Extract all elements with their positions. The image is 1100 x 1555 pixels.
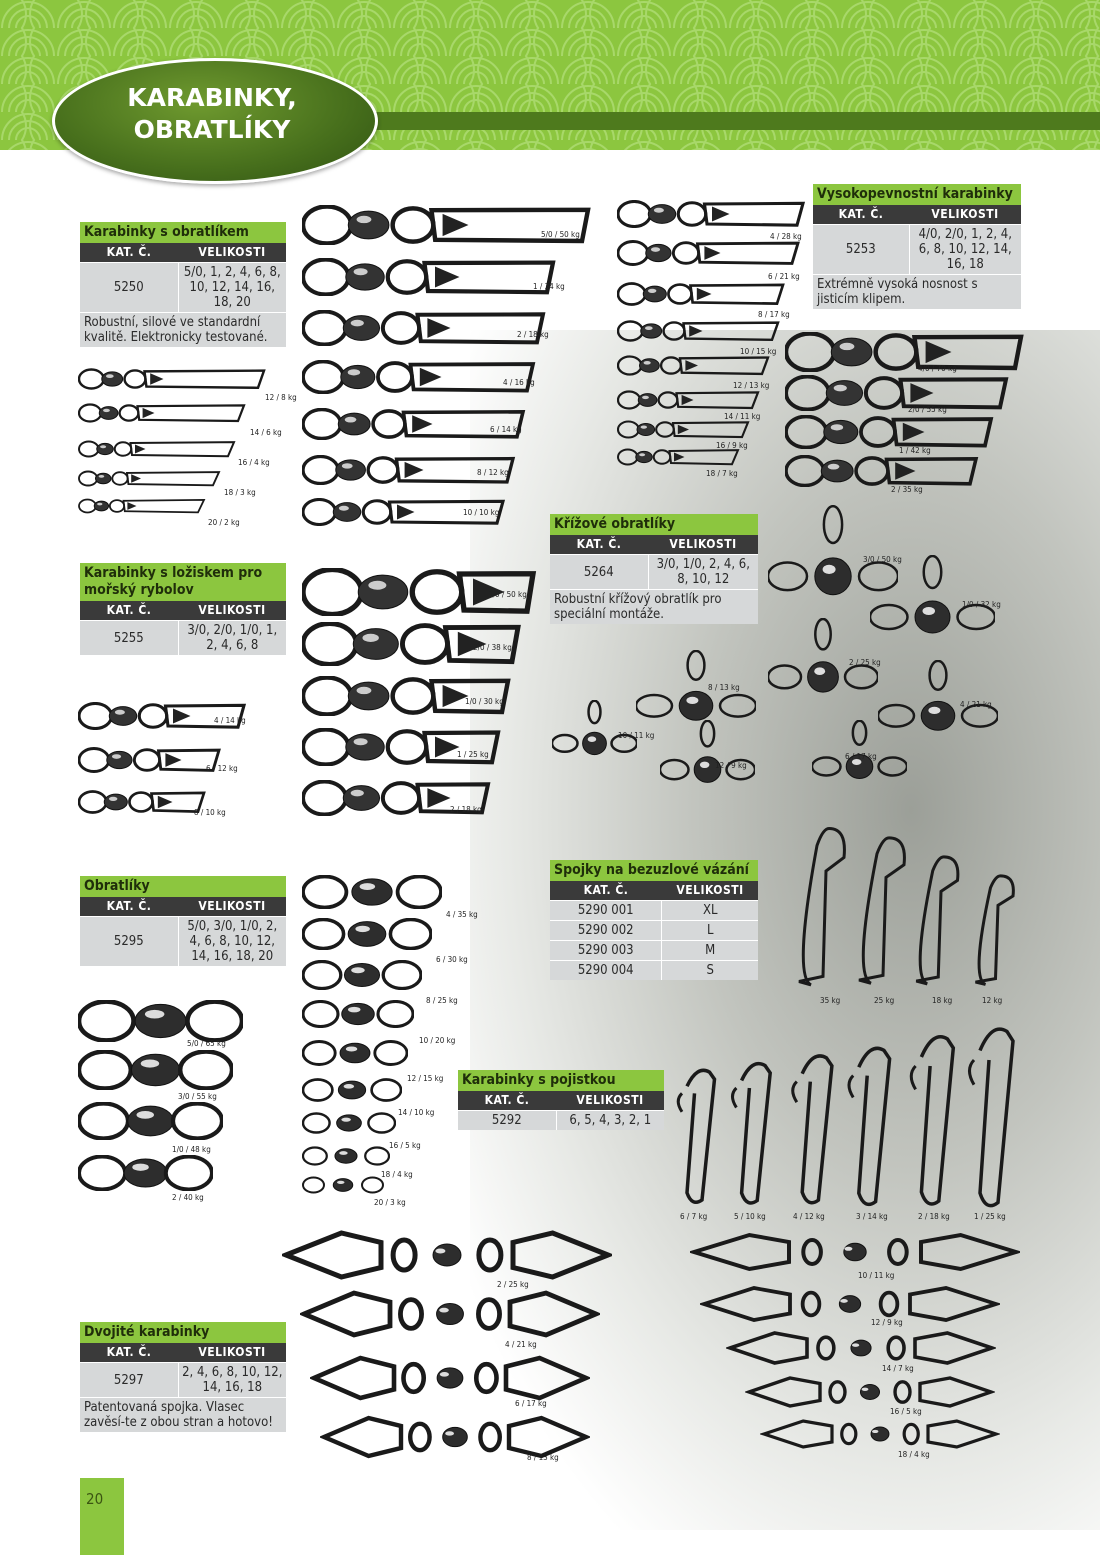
size-load-label: 20 / 3 kg [374,1198,406,1207]
size-load-label: 4 / 12 kg [793,1212,825,1221]
box-header [813,205,1021,224]
col-cat: KAT. Č. [106,245,152,259]
box-title: Karabinky s pojistkou [458,1070,664,1091]
box-header [80,1343,286,1362]
cat-number: 5290 002 [550,921,662,940]
snap-swivel-middle [617,320,782,342]
size-load-label: 16 / 5 kg [389,1141,421,1150]
double-snap-5297-right [726,1330,996,1366]
snap-swivel-5250-large [302,205,592,245]
size-load-label: 1 / 25 kg [457,750,489,759]
size-load-label: 2 / 25 kg [497,1280,529,1289]
double-snap-5297-right [745,1375,995,1409]
box-row [813,224,1021,274]
safety-snap-5292 [962,1022,1022,1212]
size-load-label: 12 / 9 kg [871,1318,903,1327]
snap-swivel-5250-large [302,258,557,296]
size-load-label: 16 / 5 kg [890,1407,922,1416]
double-snap-5297-right [700,1285,1000,1323]
table-row [550,900,758,920]
box-title: Křížové obratlíky [550,514,758,535]
safety-snap-5292 [672,1065,722,1207]
size-load-label: 20 / 2 kg [208,518,240,527]
double-snap-5297 [300,1290,600,1338]
col-size: VELIKOSTI [198,603,266,617]
size-load-label: 18 / 3 kg [224,488,256,497]
cat-number: 5290 003 [550,941,662,960]
size-load-label: 2 / 18 kg [450,805,482,814]
table-row [550,920,758,940]
size-load-label: 25 kg [874,996,895,1005]
size-load-label: 6 / 30 kg [436,955,468,964]
box-description: Extrémně vysoká nosnost s jisticím klipem. [813,274,1021,309]
safety-snap-5292 [726,1058,778,1208]
size-load-label: 8 / 10 kg [194,808,226,817]
size-load-label: 4 / 35 kg [446,910,478,919]
double-snap-5297-right [690,1232,1020,1272]
quick-link-pin [968,870,1018,988]
size-load-label: 2/0 / 55 kg [908,405,947,414]
page-title [92,82,332,146]
sizes: 5/0, 3/0, 1/0, 2, 4, 6, 8, 10, 12, 14, 16, 18, 20 [187,919,278,964]
size-load-label: 14 / 11 kg [724,412,761,421]
size-load-label: 6 / 17 kg [515,1399,547,1408]
snap-swivel-middle [617,355,772,376]
box-title: Karabinky s obratlíkem [80,222,286,243]
cat-number: 5292 [458,1111,557,1130]
snap-swivel-middle [617,390,762,410]
sizes: 2, 4, 6, 8, 10, 12, 14, 16, 18 [182,1365,283,1395]
swivel-5295 [78,1000,243,1042]
size-load-label: 1 / 34 kg [533,282,565,291]
snap-swivel-5250-large [302,408,527,440]
col-size: VELIKOSTI [198,1345,266,1359]
size-load-label: 3/0 / 50 kg [863,555,902,564]
box-header [458,1091,664,1110]
size-load-label: 1/0 / 32 kg [962,600,1001,609]
size-load-label: 6 / 7 kg [680,1212,708,1221]
box-row [80,620,286,655]
box-header [80,897,286,916]
size-load-label: 8 / 17 kg [758,310,790,319]
info-box-5297 [80,1322,286,1432]
swivel-5295-small [302,1176,384,1194]
size-load-label: 10 / 20 kg [419,1036,456,1045]
size-load-label: 1 / 42 kg [899,446,931,455]
size-load-label: 3 / 14 kg [856,1212,888,1221]
safety-snap-5292 [786,1050,840,1208]
size-load-label: 8 / 13 kg [527,1453,559,1462]
snap-swivel-5255-large [302,676,512,716]
size-load-label: 8 / 13 kg [708,683,740,692]
sizes: S [706,963,714,978]
size-load-label: 4 / 21 kg [960,700,992,709]
swivel-5295-small [302,1112,396,1134]
col-size: VELIKOSTI [198,899,266,913]
snap-swivel-middle [617,282,787,306]
col-cat: KAT. Č. [484,1093,530,1107]
size-load-label: 5/0 / 65 kg [187,1039,226,1048]
info-box-5253 [813,184,1021,309]
quick-link-pin [850,830,910,988]
size-load-label: 3/0 / 50 kg [488,590,527,599]
size-load-label: 4 / 14 kg [214,716,246,725]
box-description: Robustní křížový obratlík pro speciální montáže. [550,589,758,624]
box-title: Vysokopevnostní karabinky [813,184,1021,205]
snap-swivel-5253 [785,375,1010,411]
size-load-label: 1/0 / 48 kg [172,1145,211,1154]
col-cat: KAT. Č. [106,899,152,913]
box-title: Dvojité karabinky [80,1322,286,1343]
size-load-label: 14 / 6 kg [250,428,282,437]
box-title: Obratlíky [80,876,286,897]
snap-swivel-5253 [785,455,980,487]
size-load-label: 4 / 16 kg [503,378,535,387]
size-load-label: 2 / 25 kg [849,658,881,667]
size-load-label: 1 / 25 kg [974,1212,1006,1221]
cat-number: 5253 [813,225,910,274]
size-load-label: 6 / 14 kg [490,425,522,434]
cat-number: 5264 [550,555,649,589]
size-load-label: 2 / 18 kg [517,330,549,339]
snap-swivel-5250-large [302,360,537,394]
cat-number: 5255 [80,621,179,655]
cat-number: 5290 004 [550,961,662,980]
cross-swivel-5264 [660,720,755,800]
col-size: VELIKOSTI [931,207,999,221]
snap-swivel-5250 [78,368,268,390]
size-load-label: 18 / 7 kg [706,469,738,478]
size-load-label: 2/0 / 38 kg [473,643,512,652]
swivel-5295 [78,1102,223,1140]
size-load-label: 18 / 4 kg [898,1450,930,1459]
title-line-1: KARABINKY, [127,83,297,112]
sizes: L [706,923,714,938]
info-box-5292 [458,1070,664,1130]
col-cat: KAT. Č. [106,603,152,617]
size-load-label: 3/0 / 55 kg [178,1092,217,1101]
snap-swivel-5250 [78,470,223,487]
size-load-label: 12 / 13 kg [733,381,770,390]
size-load-label: 12 / 15 kg [407,1074,444,1083]
snap-swivel-5255 [78,747,223,773]
size-load-label: 18 / 4 kg [381,1170,413,1179]
box-description: Patentovaná spojka. Vlasec zavěsí-te z obou stran a hotovo! [80,1397,286,1432]
box-row [80,916,286,966]
size-load-label: 12 / 9 kg [715,761,747,770]
safety-snap-5292 [842,1042,898,1210]
safety-snap-5292 [904,1030,962,1210]
snap-swivel-middle [617,420,752,439]
swivel-5295-small [302,1078,402,1102]
swivel-5295-small [302,960,422,990]
snap-swivel-5253 [785,332,1025,372]
box-title: Spojky na bezuzlové vázání [550,860,758,881]
snap-swivel-5255 [78,790,208,814]
col-cat: KAT. Č. [838,207,884,221]
size-load-label: 16 / 4 kg [238,458,270,467]
size-load-label: 2 / 40 kg [172,1193,204,1202]
col-cat: KAT. Č. [576,537,622,551]
page-number: 20 [86,1490,104,1508]
snap-swivel-5253 [785,415,995,449]
size-load-label: 18 kg [932,996,953,1005]
box-header [80,243,286,262]
col-size: VELIKOSTI [576,1093,644,1107]
info-box-5264 [550,514,758,624]
cat-number: 5250 [80,263,179,312]
box-row [80,1362,286,1397]
col-size: VELIKOSTI [669,537,737,551]
sizes: 5/0, 1, 2, 4, 6, 8, 10, 12, 14, 16, 18, 20 [183,265,281,310]
size-load-label: 6 / 17 kg [845,752,877,761]
info-box-5290 [550,860,758,980]
size-load-label: 10 / 10 kg [463,508,500,517]
snap-swivel-5250 [78,498,208,514]
col-cat: KAT. Č. [583,883,629,897]
size-load-label: 8 / 25 kg [426,996,458,1005]
snap-swivel-5250-large [302,310,547,346]
size-load-label: 10 / 11 kg [618,731,655,740]
cat-number: 5297 [80,1363,179,1397]
quick-link-pin [790,820,850,990]
swivel-5295-small [302,875,442,909]
size-load-label: 4 / 21 kg [505,1340,537,1349]
double-snap-5297 [310,1355,590,1401]
swivel-5295-small [302,918,432,950]
size-load-label: 12 / 8 kg [265,393,297,402]
snap-swivel-middle [617,240,802,266]
box-row [550,554,758,589]
snap-swivel-5250 [78,403,248,423]
size-load-label: 4/0 / 70 kg [918,364,957,373]
info-box-5295 [80,876,286,966]
col-cat: KAT. Č. [106,1345,152,1359]
size-load-label: 2 / 35 kg [891,485,923,494]
sizes: XL [702,903,718,918]
swivel-5295-small [302,1040,408,1066]
size-load-label: 10 / 11 kg [858,1271,895,1280]
box-title: Karabinky s ložiskem pro mořský rybolov [80,563,286,601]
box-description: Robustní, silové ve standardní kvalitě. Elektronicky testované. [80,312,286,347]
col-size: VELIKOSTI [676,883,744,897]
size-load-label: 6 / 21 kg [768,272,800,281]
double-snap-5297-right [760,1418,1000,1450]
size-load-label: 14 / 7 kg [882,1364,914,1373]
swivel-5295 [78,1155,213,1191]
box-header [80,601,286,620]
sizes: M [705,943,716,958]
size-load-label: 5/0 / 50 kg [541,230,580,239]
table-row [550,940,758,960]
quick-link-pin [908,850,963,988]
sizes: 6, 5, 4, 3, 2, 1 [569,1113,652,1128]
table-row [550,960,758,980]
box-row [80,262,286,312]
snap-swivel-middle [617,200,807,228]
cat-number: 5295 [80,917,179,966]
size-load-label: 2 / 18 kg [918,1212,950,1221]
size-load-label: 16 / 9 kg [716,441,748,450]
sizes: 3/0, 1/0, 2, 4, 6, 8, 10, 12 [656,557,750,587]
snap-swivel-middle [617,448,742,466]
swivel-5295-small [302,1000,414,1028]
snap-swivel-5250 [78,440,238,458]
size-load-label: 1/0 / 30 kg [465,697,504,706]
swivel-5295 [78,1050,233,1090]
sizes: 4/0, 2/0, 1, 2, 4, 6, 8, 10, 12, 14, 16, 18 [918,227,1012,272]
size-load-label: 6 / 12 kg [206,764,238,773]
box-header [550,881,758,900]
size-load-label: 10 / 15 kg [740,347,777,356]
size-load-label: 5 / 10 kg [734,1212,766,1221]
size-load-label: 35 kg [820,996,841,1005]
sizes: 3/0, 2/0, 1/0, 1, 2, 4, 6, 8 [187,623,278,653]
swivel-5295-small [302,1146,390,1166]
cat-number: 5290 001 [550,901,662,920]
info-box-5250 [80,222,286,347]
info-box-5255 [80,563,286,655]
size-load-label: 4 / 28 kg [770,232,802,241]
title-line-2: OBRATLÍKY [133,115,291,144]
col-size: VELIKOSTI [198,245,266,259]
box-header [550,535,758,554]
size-load-label: 14 / 10 kg [398,1108,435,1117]
snap-swivel-5255-large [302,728,502,766]
box-row [458,1110,664,1130]
size-load-label: 12 kg [982,996,1003,1005]
size-load-label: 8 / 12 kg [477,468,509,477]
double-snap-5297 [282,1230,612,1280]
